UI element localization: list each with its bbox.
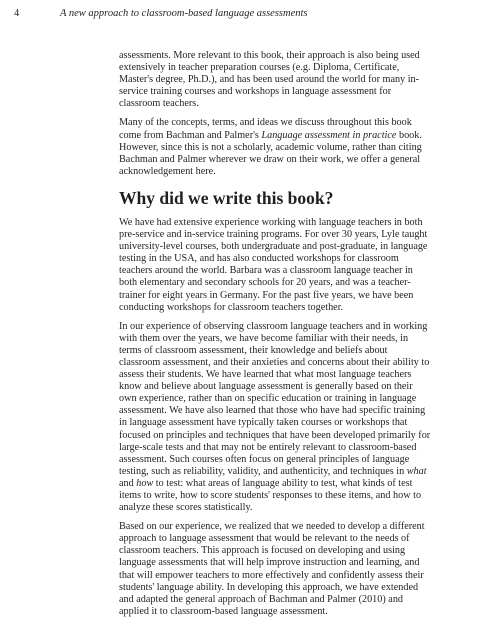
paragraph-3: We have had extensive experience working with language teachers in both pre-service and in-service training programs. For over 30 years, Lyle taught university-level courses, both undergraduate and post-graduate, in language testing in the USA, and has also conducted workshops for classroom teachers around the world. Barbara was a classroom language teacher in both elementary and secondary schools for 20 years, and was a teacher-trainer for eight years in Germany. For the past five years, we have been conducting workshops for classroom teachers together. [119, 216, 428, 313]
paragraph-5: Based on our experience, we realized that we needed to develop a different approach to language assessment that would be relevant to the needs of classroom teachers. This approach is focused on developing and using language assessments that will help improve instruction and learning, and that will empower teachers to more effectively and confidently assess their students' language ability. In developing this approach, we have extended and adapted the general approach of Bachman and Palmer (2010) and applied it to classroom-based language assessment. [119, 521, 425, 617]
paragraph-4-end: to test: what areas of language ability to test, what kinds of test items to write, how to score students' responses to these items, and how to analyze these scores statistically. [119, 477, 422, 514]
paragraph-2-start: Many of the concepts, terms, and ideas we discuss throughout this book come from Bachman and Palmer's [119, 117, 412, 141]
page-number: 4 [14, 8, 20, 19]
paragraph-2-end: book. However, since this is not a scholarly, academic volume, rather than citing Bachman and Palmer wherever we draw on their work, we offer a general acknowledgement here. [119, 129, 422, 177]
section-heading: Why did we write this book? [119, 187, 334, 208]
running-head-title: A new approach to classroom-based language assessments [60, 8, 308, 19]
paragraph-4-start: In our experience of observing classroom language teachers and in working with them over the years, we have become familiar with their needs, in terms of classroom assessment, their knowledge and beliefs about classroom assessment, and their anxieties and concerns about their ability to assess their students. We have learned that what most language teachers know and believe about language assessment is generally based on their own experience, rather than on specific education or training in language assessment. We have also learned that those who have had specific training in language assessment have typically taken courses or workshops that focused on principles and techniques that have been developed primarily for large-scale tests and that may not be entirely relevant to classroom-based assessment. Such courses often focus on general principles of language testing, such as reliability, validity, and authenticity, and techniques in [119, 320, 431, 477]
emphasis-what: what [406, 465, 427, 477]
body-text [119, 50, 431, 625]
paragraph-1: assessments. More relevant to this book, their approach is also being used extensively in teacher preparation courses (e.g. Diploma, Certificate, Master's degree, Ph.D.), and has been used around the world for many in-service training courses and workshops in language assessment for classroom teachers. [119, 50, 420, 110]
paragraph-4 [119, 321, 431, 515]
book-title-italic: Language assessment in practice [261, 129, 397, 141]
emphasis-how: how [136, 477, 154, 489]
paragraph-4-and: and [119, 477, 137, 489]
paragraph-2 [119, 117, 431, 177]
running-head [0, 4, 480, 24]
